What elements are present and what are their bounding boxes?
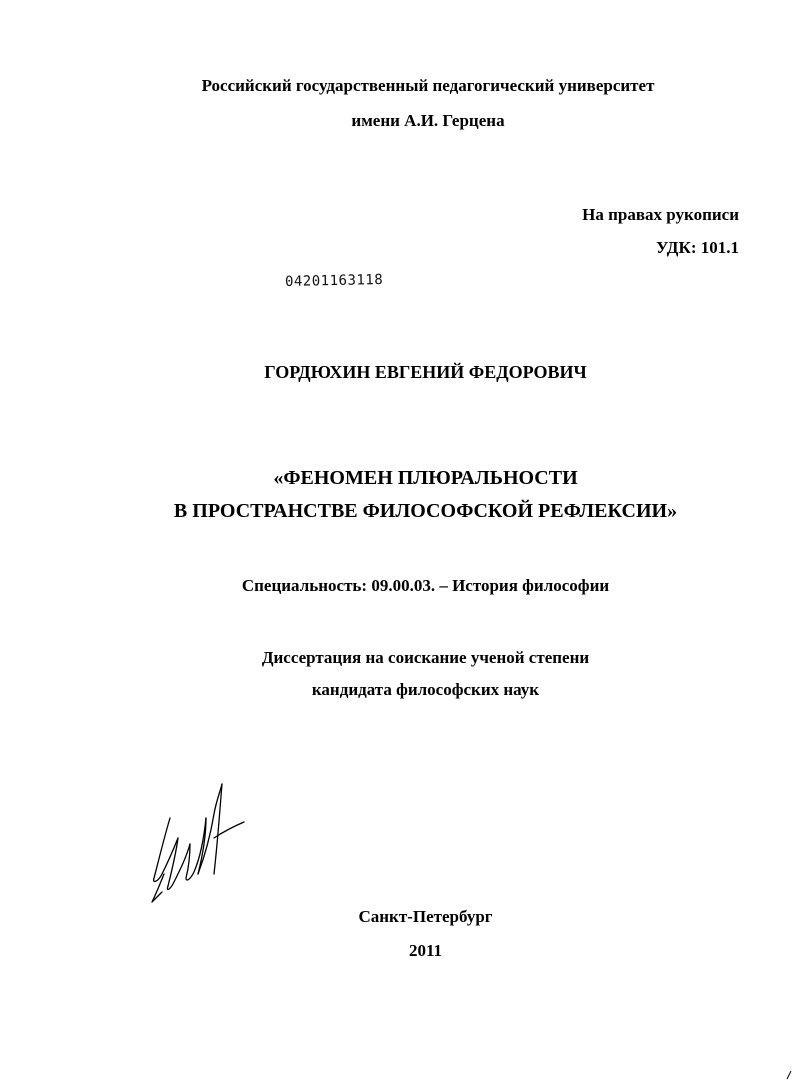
author-name: ГОРДЮХИН ЕВГЕНИЙ ФЕДОРОВИЧ — [264, 362, 587, 382]
udc-code: УДК: 101.1 — [656, 238, 739, 257]
scan-mark-icon — [785, 1070, 793, 1080]
university-name-line1: Российский государственный педагогический университет — [201, 76, 655, 95]
university-name-line2: имени А.И. Герцена — [351, 111, 505, 130]
handwritten-signature-icon — [140, 778, 250, 908]
manuscript-rights-note: На правах рукописи — [582, 205, 739, 224]
year: 2011 — [408, 941, 443, 960]
city: Санкт-Петербург — [358, 907, 493, 926]
dissertation-title-line1: «ФЕНОМЕН ПЛЮРАЛЬНОСТИ — [273, 467, 578, 489]
serial-number-stamp: 04201163118 — [284, 271, 384, 290]
degree-line1: Диссертация на соискание ученой степени — [261, 648, 590, 667]
specialty-line: Специальность: 09.00.03. – История философии — [241, 576, 610, 595]
degree-line2: кандидата философских наук — [311, 680, 540, 699]
dissertation-title-line2: В ПРОСТРАНСТВЕ ФИЛОСОФСКОЙ РЕФЛЕКСИИ» — [173, 500, 678, 522]
